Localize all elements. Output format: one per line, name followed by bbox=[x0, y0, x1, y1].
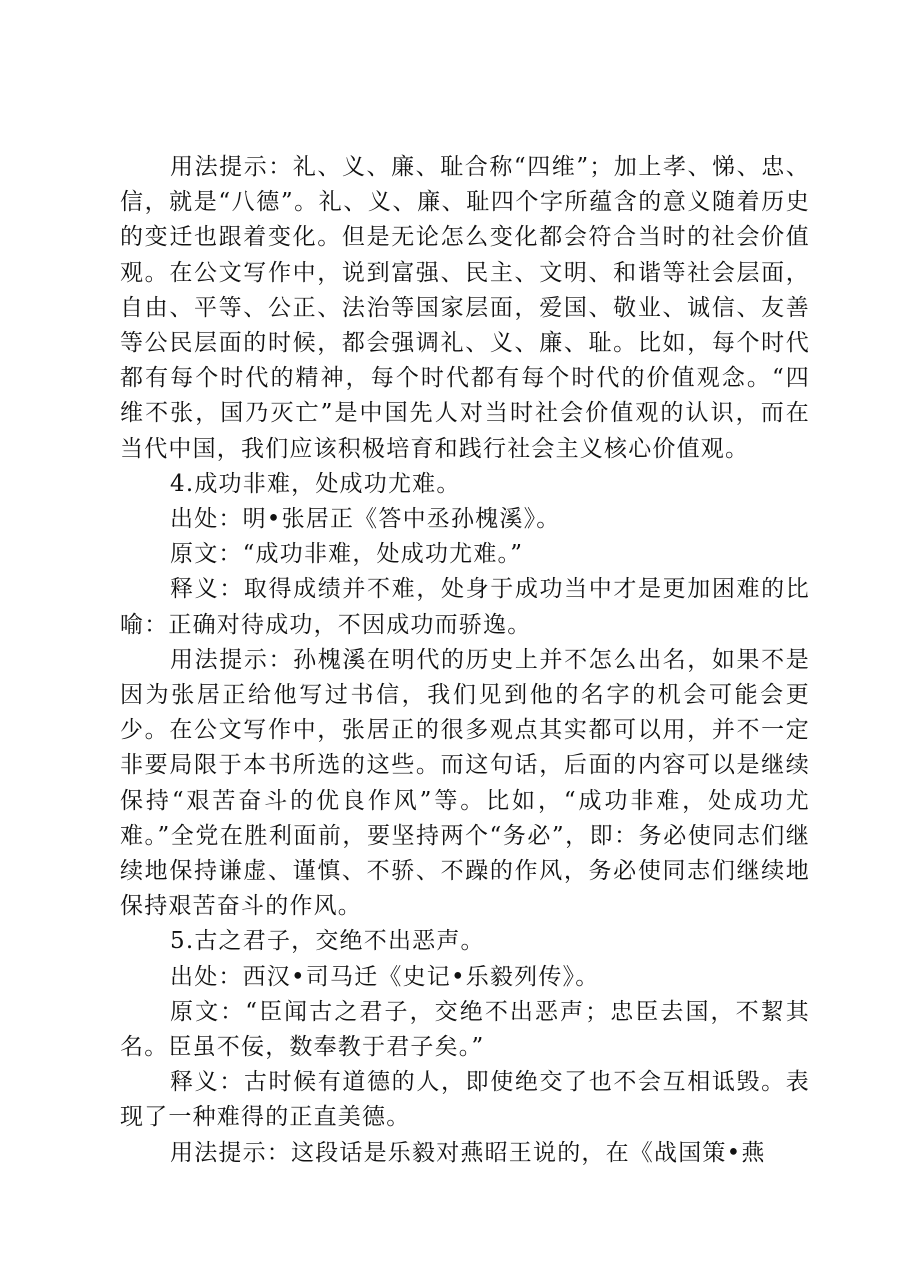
paragraph-usage-siwei: 用法提示：礼、义、廉、耻合称“四维”；加上孝、悌、忠、信，就是“八德”。礼、义、廉、耻四个字所蕴含的意义随着历史的变迁也跟着变化。但是无论怎么变化都会符合当时的社会价值观。在公文写作中，说到富强、民主、文明、和谐等社会层面，自由、平等、公正、法治等国家层面，爱国、敬业、诚信、友善等公民层面的时候，都会强调礼、义、廉、耻。比如，每个时代都有每个时代的精神，每个时代都有每个时代的价值观念。“四维不张，国乃灭亡”是中国先人对当时社会价值观的认识，而在当代中国，我们应该积极培育和践行社会主义核心价值观。 bbox=[120, 154, 810, 462]
usage-item-4: 用法提示：孙槐溪在明代的历史上并不怎么出名，如果不是因为张居正给他写过书信，我们见到他的名字的机会可能会更少。在公文写作中，张居正的很多观点其实都可以用，并不一定非要局限于本书所选的这些。而这句话，后面的内容可以是继续保持“艰苦奋斗的优良作风”等。比如，“成功非难，处成功尤难。”全党在胜利面前，要坚持两个“务必”，即：务必使同志们继续地保持谦虚、谨慎、不骄、不躁的作风，务必使同志们继续地保持艰苦奋斗的作风。 bbox=[120, 646, 810, 920]
meaning-item-5: 释义：古时候有道德的人，即使绝交了也不会互相诋毁。表现了一种难得的正直美德。 bbox=[120, 1069, 810, 1131]
heading-item-5: 5.古之君子，交绝不出恶声。 bbox=[170, 928, 485, 955]
usage-item-5: 用法提示：这段话是乐毅对燕昭王说的，在《战国策•燕 bbox=[170, 1139, 766, 1166]
source-item-5: 出处：西汉•司马迁《史记•乐毅列传》。 bbox=[170, 963, 600, 990]
original-text-item-5: 原文：“臣闻古之君子，交绝不出恶声；忠臣去国，不絜其名。臣虽不佞，数奉教于君子矣。” bbox=[120, 998, 810, 1061]
document-page bbox=[120, 150, 810, 1171]
heading-item-4: 4.成功非难，处成功尤难。 bbox=[170, 470, 461, 497]
original-text-item-4: 原文：“成功非难，处成功尤难。” bbox=[170, 541, 524, 568]
meaning-item-4: 释义：取得成绩并不难，处身于成功当中才是更加困难的比喻：正确对待成功，不因成功而骄逸。 bbox=[120, 576, 810, 638]
source-item-4: 出处：明•张居正《答中丞孙槐溪》。 bbox=[170, 506, 561, 533]
